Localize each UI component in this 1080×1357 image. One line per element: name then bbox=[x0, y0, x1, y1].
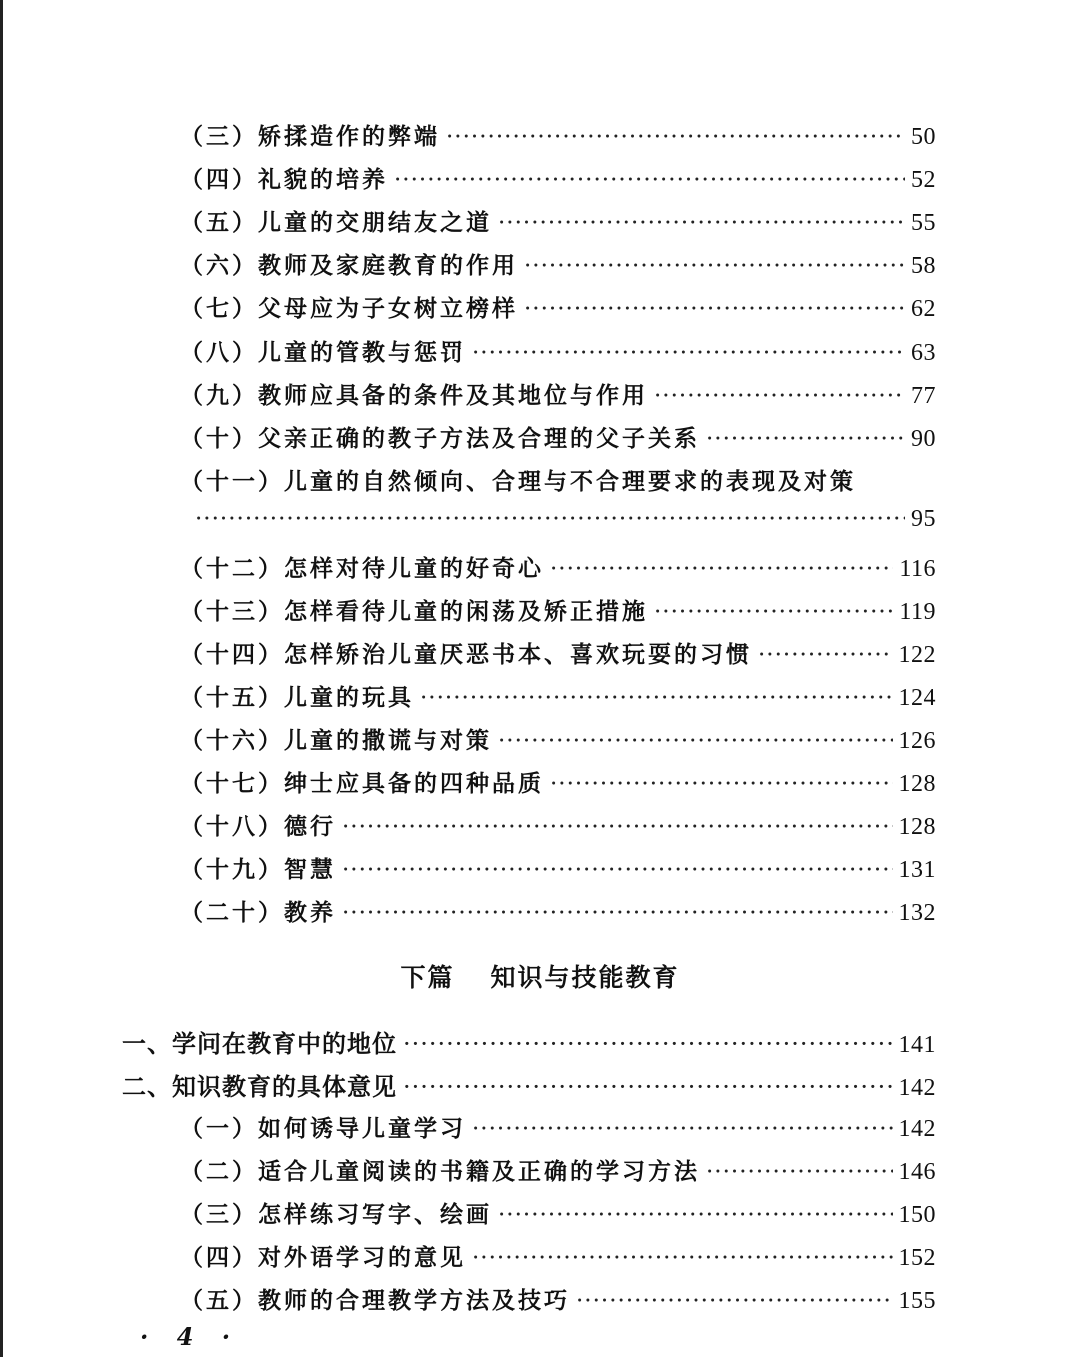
toc-entry[interactable] bbox=[180, 377, 936, 410]
toc-entry-title: （十九）智慧 bbox=[180, 856, 336, 883]
section-title: 知识与技能教育 bbox=[490, 963, 680, 992]
toc-entry-page: 122 bbox=[898, 642, 936, 668]
toc-entry[interactable] bbox=[180, 894, 936, 927]
toc-entry-page: 62 bbox=[911, 296, 936, 322]
toc-entry-title: （十五）儿童的玩具 bbox=[180, 684, 414, 711]
toc-entry-title: 二、知识教育的具体意见 bbox=[122, 1072, 397, 1101]
toc-entry-title: （十三）怎样看待儿童的闲荡及矫正措施 bbox=[180, 598, 648, 625]
toc-entry-continuation[interactable] bbox=[195, 506, 936, 533]
dot-leader bbox=[342, 857, 893, 883]
toc-entry-title: （七）父母应为子女树立榜样 bbox=[180, 295, 518, 322]
toc-entry-page: 63 bbox=[911, 340, 936, 366]
dot-leader bbox=[403, 1073, 893, 1101]
toc-entry[interactable] bbox=[180, 420, 936, 453]
dot-leader bbox=[706, 426, 905, 452]
section-heading[interactable] bbox=[0, 958, 1080, 994]
toc-entry-title: （十八）德行 bbox=[180, 813, 336, 840]
dot-leader bbox=[524, 296, 905, 322]
toc-entry[interactable] bbox=[180, 1153, 936, 1186]
toc-entry[interactable] bbox=[180, 161, 936, 194]
toc-entry-page: 126 bbox=[898, 728, 936, 754]
toc-entry-page: 52 bbox=[911, 167, 936, 193]
toc-entry-page: 142 bbox=[898, 1116, 936, 1142]
toc-entry-page: 152 bbox=[898, 1245, 936, 1271]
dot-leader bbox=[654, 599, 893, 625]
toc-entry[interactable] bbox=[180, 1239, 936, 1272]
dot-leader bbox=[550, 771, 893, 797]
dot-leader bbox=[420, 685, 893, 711]
dot-leader bbox=[498, 210, 905, 236]
toc-entry-page: 58 bbox=[911, 253, 936, 279]
toc-entry-page: 155 bbox=[898, 1288, 936, 1314]
toc-entry-page: 124 bbox=[898, 685, 936, 711]
toc-entry-long[interactable] bbox=[180, 463, 936, 496]
toc-entry-title: （六）教师及家庭教育的作用 bbox=[180, 252, 518, 279]
toc-entry[interactable] bbox=[180, 334, 936, 367]
dot-leader bbox=[342, 900, 893, 926]
dot-leader bbox=[472, 340, 905, 366]
toc-entry-page: 128 bbox=[898, 771, 936, 797]
dot-leader bbox=[654, 383, 905, 409]
toc-entry-page: 131 bbox=[898, 857, 936, 883]
toc-entry-title: （五）教师的合理教学方法及技巧 bbox=[180, 1287, 570, 1314]
toc-entry-page: 150 bbox=[898, 1202, 936, 1228]
toc-entry[interactable] bbox=[180, 290, 936, 323]
toc-entry-title: （八）儿童的管教与惩罚 bbox=[180, 339, 466, 366]
dot-leader bbox=[472, 1245, 893, 1271]
toc-entry[interactable] bbox=[180, 550, 936, 583]
toc-chapter[interactable] bbox=[122, 1067, 936, 1102]
toc-entry[interactable] bbox=[180, 808, 936, 841]
toc-entry-title: （十六）儿童的撒谎与对策 bbox=[180, 727, 492, 754]
toc-entry-title: 一、学问在教育中的地位 bbox=[122, 1029, 397, 1058]
dot-leader bbox=[758, 642, 893, 668]
toc-entry-page: 90 bbox=[911, 426, 936, 452]
toc-entry-title: （十七）绅士应具备的四种品质 bbox=[180, 770, 544, 797]
dot-leader bbox=[706, 1159, 893, 1185]
toc-entry-page: 142 bbox=[898, 1075, 936, 1101]
page-number: · 4 · bbox=[140, 1322, 241, 1351]
toc-entry[interactable] bbox=[180, 593, 936, 626]
toc-entry-title: （三）矫揉造作的弊端 bbox=[180, 123, 440, 150]
toc-chapter[interactable] bbox=[122, 1024, 936, 1059]
toc-entry[interactable] bbox=[180, 765, 936, 798]
dot-leader bbox=[472, 1116, 893, 1142]
toc-entry-title: （二）适合儿童阅读的书籍及正确的学习方法 bbox=[180, 1158, 700, 1185]
dot-leader bbox=[342, 814, 893, 840]
toc-entry-page: 119 bbox=[899, 599, 936, 625]
toc-entry-title: （四）礼貌的培养 bbox=[180, 166, 388, 193]
toc-entry[interactable] bbox=[180, 636, 936, 669]
section-part-label: 下篇 bbox=[400, 963, 455, 992]
toc-entry[interactable] bbox=[180, 679, 936, 712]
toc-entry-page: 128 bbox=[898, 814, 936, 840]
toc-entry-page: 146 bbox=[898, 1159, 936, 1185]
toc-entry-page: 95 bbox=[911, 506, 936, 532]
dot-leader bbox=[394, 167, 905, 193]
toc-entry-title: （一）如何诱导儿童学习 bbox=[180, 1115, 466, 1142]
toc-entry[interactable] bbox=[180, 1282, 936, 1315]
toc-entry-page: 132 bbox=[898, 900, 936, 926]
toc-entry-title: （二十）教养 bbox=[180, 899, 336, 926]
toc-entry[interactable] bbox=[180, 204, 936, 237]
dot-leader bbox=[524, 253, 905, 279]
toc-entry-title: （三）怎样练习写字、绘画 bbox=[180, 1201, 492, 1228]
page-edge-rule bbox=[0, 0, 3, 1357]
toc-entry-title: （十一）儿童的自然倾向、合理与不合理要求的表现及对策 bbox=[180, 468, 856, 495]
dot-leader bbox=[498, 728, 893, 754]
toc-entry[interactable] bbox=[180, 118, 936, 151]
toc-entry[interactable] bbox=[180, 851, 936, 884]
toc-entry-title: （四）对外语学习的意见 bbox=[180, 1244, 466, 1271]
dot-leader bbox=[446, 124, 905, 150]
toc-entry-page: 141 bbox=[898, 1032, 936, 1058]
toc-entry-page: 55 bbox=[911, 210, 936, 236]
toc-entry-title: （十）父亲正确的教子方法及合理的父子关系 bbox=[180, 425, 700, 452]
dot-leader bbox=[403, 1030, 893, 1058]
dot-leader bbox=[498, 1202, 893, 1228]
toc-entry-page: 50 bbox=[911, 124, 936, 150]
toc-entry[interactable] bbox=[180, 1110, 936, 1143]
toc-entry[interactable] bbox=[180, 1196, 936, 1229]
toc-entry-title: （十二）怎样对待儿童的好奇心 bbox=[180, 555, 544, 582]
toc-entry[interactable] bbox=[180, 247, 936, 280]
dot-leader bbox=[550, 556, 893, 582]
toc-entry-page: 77 bbox=[911, 383, 936, 409]
toc-entry-title: （五）儿童的交朋结友之道 bbox=[180, 209, 492, 236]
toc-entry[interactable] bbox=[180, 722, 936, 755]
toc-entry-title: （十四）怎样矫治儿童厌恶书本、喜欢玩耍的习惯 bbox=[180, 641, 752, 668]
toc-entry-title: （九）教师应具备的条件及其地位与作用 bbox=[180, 382, 648, 409]
dot-leader bbox=[195, 506, 905, 532]
dot-leader bbox=[576, 1288, 893, 1314]
toc-entry-page: 116 bbox=[899, 556, 936, 582]
